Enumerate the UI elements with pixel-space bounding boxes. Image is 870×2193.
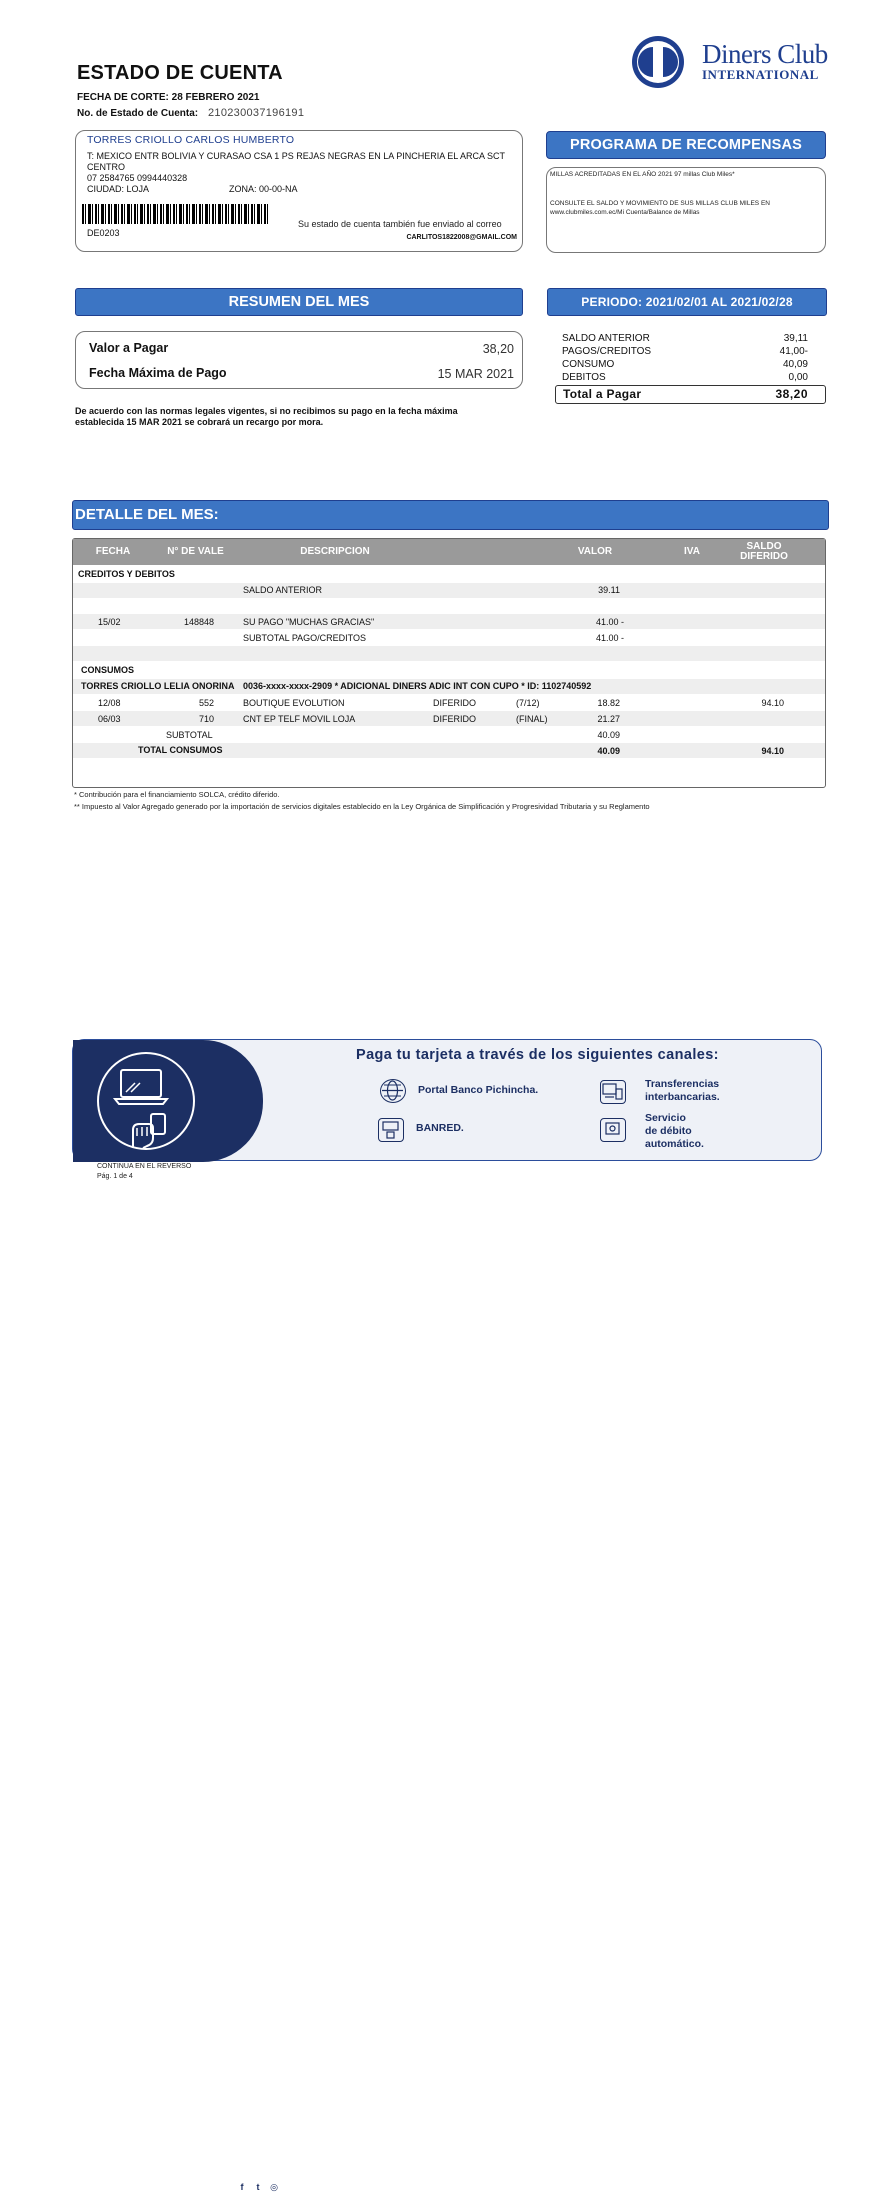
customer-email: CARLITOS1822008@GMAIL.COM (406, 234, 517, 241)
channel-debito-l1: Servicio (645, 1112, 686, 1124)
instagram-icon[interactable]: ◎ (268, 2181, 280, 2193)
consumo1-diferido: 94.10 (761, 698, 784, 708)
devices-icon (600, 1080, 626, 1104)
saldo-anterior-label: SALDO ANTERIOR (562, 333, 650, 344)
pagos-value: 41,00- (779, 346, 808, 357)
fecha-corte: FECHA DE CORTE: 28 FEBRERO 2021 (77, 92, 260, 103)
email-notice: Su estado de cuenta también fue enviado al correo (298, 219, 502, 229)
section-consumos: CONSUMOS (81, 665, 135, 675)
consumo1-tipo: DIFERIDO (433, 698, 477, 708)
banner-title: Paga tu tarjeta a través de los siguientes canales: (356, 1047, 719, 1063)
footnote-solca: * Contribución para el financiamiento SOLCA, crédito diferido. (74, 790, 280, 799)
address-line: T: MEXICO ENTR BOLIVIA Y CURASAO CSA 1 PS REJAS NEGRAS EN LA PINCHERIA EL ARCA SCT (87, 151, 505, 161)
pago-desc: SU PAGO "MUCHAS GRACIAS" (243, 617, 375, 627)
consumo2-valor: 21.27 (597, 714, 620, 724)
channel-debito-l3: automático. (645, 1138, 704, 1150)
estado-value: 210230037196191 (208, 107, 305, 119)
atm-icon (378, 1118, 404, 1142)
pago-vale: 148848 (183, 617, 214, 627)
total-consumos-label: TOTAL CONSUMOS (138, 745, 223, 755)
phone-numbers: 07 2584765 0994440328 (87, 173, 188, 183)
fecha-maxima-label: Fecha Máxima de Pago (89, 366, 227, 380)
channel-transferencias-l1: Transferencias (645, 1078, 720, 1090)
consumo2-tipo: DIFERIDO (433, 714, 477, 724)
clubmiles-link[interactable]: www.clubmiles.com.ec/Mi Cuenta/Balance de Millas (550, 209, 700, 216)
consumo1-valor: 18.82 (597, 698, 620, 708)
diners-logo (632, 36, 832, 90)
channel-transferencias-l2: interbancarias. (645, 1091, 720, 1103)
millas-line: MILLAS ACREDITADAS EN EL AÑO 2021 97 millas Club Miles* (550, 171, 735, 178)
valor-pagar-label: Valor a Pagar (89, 341, 169, 355)
late-payment-notice: De acuerdo con las normas legales vigentes, si no recibimos su pago en la fecha máxima establecida 15 MAR 2021 se cobrará un recargo por mora. (75, 406, 458, 427)
logo-mark-icon (632, 36, 684, 88)
ciudad: CIUDAD: LOJA (87, 184, 150, 194)
channel-portal[interactable]: Portal Banco Pichincha. (418, 1084, 539, 1096)
debitos-label: DEBITOS (562, 372, 606, 383)
page-title: ESTADO DE CUENTA (77, 62, 283, 84)
rewards-header: PROGRAMA DE RECOMPENSAS (546, 131, 826, 159)
col-saldo-diferido: SALDO DIFERIDO (740, 541, 788, 562)
consumo2-fecha: 06/03 (98, 714, 121, 724)
subtotal-label: SUBTOTAL (166, 730, 213, 740)
consumo1-fecha: 12/08 (98, 698, 121, 708)
customer-name: TORRES CRIOLLO CARLOS HUMBERTO (87, 134, 295, 146)
channel-transferencias[interactable] (645, 1078, 720, 1104)
laptop-icon (113, 1066, 183, 1150)
address-line-2: CENTRO (87, 162, 125, 172)
fecha-maxima-value: 15 MAR 2021 (437, 367, 514, 381)
twitter-icon[interactable]: t (252, 2181, 264, 2193)
cardholder-name: TORRES CRIOLLO LELIA ONORINA (81, 681, 235, 691)
total-label: Total a Pagar (563, 387, 642, 401)
saldo-anterior-value: 39,11 (783, 333, 808, 344)
subtotal-pago-valor: 41.00 - (596, 633, 625, 643)
channel-debito-l2: de débito (645, 1125, 692, 1137)
total-value: 38,20 (775, 387, 808, 401)
subtotal-pago-desc: SUBTOTAL PAGO/CREDITOS (243, 633, 367, 643)
zona: ZONA: 00-00-NA (229, 184, 298, 194)
estado-label: No. de Estado de Cuenta: (77, 108, 199, 119)
valor-pagar-value: 38,20 (482, 342, 514, 356)
periodo-header: PERIODO: 2021/02/01 AL 2021/02/28 (547, 288, 827, 316)
saldo-anterior-desc: SALDO ANTERIOR (243, 585, 323, 595)
card-hand-icon (133, 1114, 165, 1148)
pagos-label: PAGOS/CREDITOS (562, 346, 652, 357)
col-valor: VALOR (577, 546, 613, 557)
continua-reverso: CONTINUA EN EL REVERSO (97, 1163, 192, 1170)
section-creditos: CREDITOS Y DEBITOS (78, 569, 175, 579)
col-fecha: FECHA (95, 546, 131, 557)
row-band (73, 583, 825, 598)
delivery-code: DE0203 (87, 228, 120, 238)
pago-valor: 41.00 - (596, 617, 625, 627)
total-consumos-diferido: 94.10 (761, 746, 784, 756)
channel-banred[interactable]: BANRED. (416, 1122, 464, 1134)
consumo1-vale: 552 (198, 698, 214, 708)
barcode (82, 204, 270, 224)
consumo-value: 40,09 (782, 359, 808, 370)
col-descripcion: DESCRIPCION (300, 546, 370, 557)
col-vale: N° DE VALE (167, 546, 224, 557)
card-info: 0036-xxxx-xxxx-2909 * ADICIONAL DINERS ADIC INT CON CUPO * ID: 1102740592 (243, 681, 592, 691)
consumo2-vale: 710 (198, 714, 214, 724)
pago-fecha: 15/02 (98, 617, 121, 627)
logo-subtext: INTERNATIONAL (702, 67, 819, 82)
total-consumos-valor: 40.09 (597, 746, 620, 756)
debit-icon (600, 1118, 626, 1142)
consult-line: CONSULTE EL SALDO Y MOVIMIENTO DE SUS MILLAS CLUB MILES EN (550, 200, 770, 207)
consumo1-desc: BOUTIQUE EVOLUTION (243, 698, 345, 708)
consumo-label: CONSUMO (562, 359, 615, 370)
col-iva: IVA (684, 546, 700, 557)
globe-icon (380, 1079, 406, 1103)
consumo1-cuota: (7/12) (516, 698, 540, 708)
consumo2-cuota: (FINAL) (516, 714, 548, 724)
logo-text: Diners Club (702, 39, 828, 69)
subtotal-valor: 40.09 (597, 730, 620, 740)
consumo2-desc: CNT EP TELF MOVIL LOJA (243, 714, 356, 724)
page-number: Pág. 1 de 4 (97, 1173, 133, 1180)
detalle-header: DETALLE DEL MES: (72, 500, 829, 530)
saldo-anterior-valor: 39.11 (598, 585, 620, 595)
footnote-iva: ** Impuesto al Valor Agregado generado por la importación de servicios digitales establecido en la Ley Orgánica de Simplificación y Progresividad Tributaria y su Reglamento (74, 802, 650, 811)
resumen-header: RESUMEN DEL MES (75, 288, 523, 316)
debitos-value: 0,00 (788, 372, 808, 383)
channel-debito[interactable] (645, 1112, 704, 1151)
row-band (73, 646, 825, 661)
facebook-icon[interactable]: f (236, 2181, 248, 2193)
